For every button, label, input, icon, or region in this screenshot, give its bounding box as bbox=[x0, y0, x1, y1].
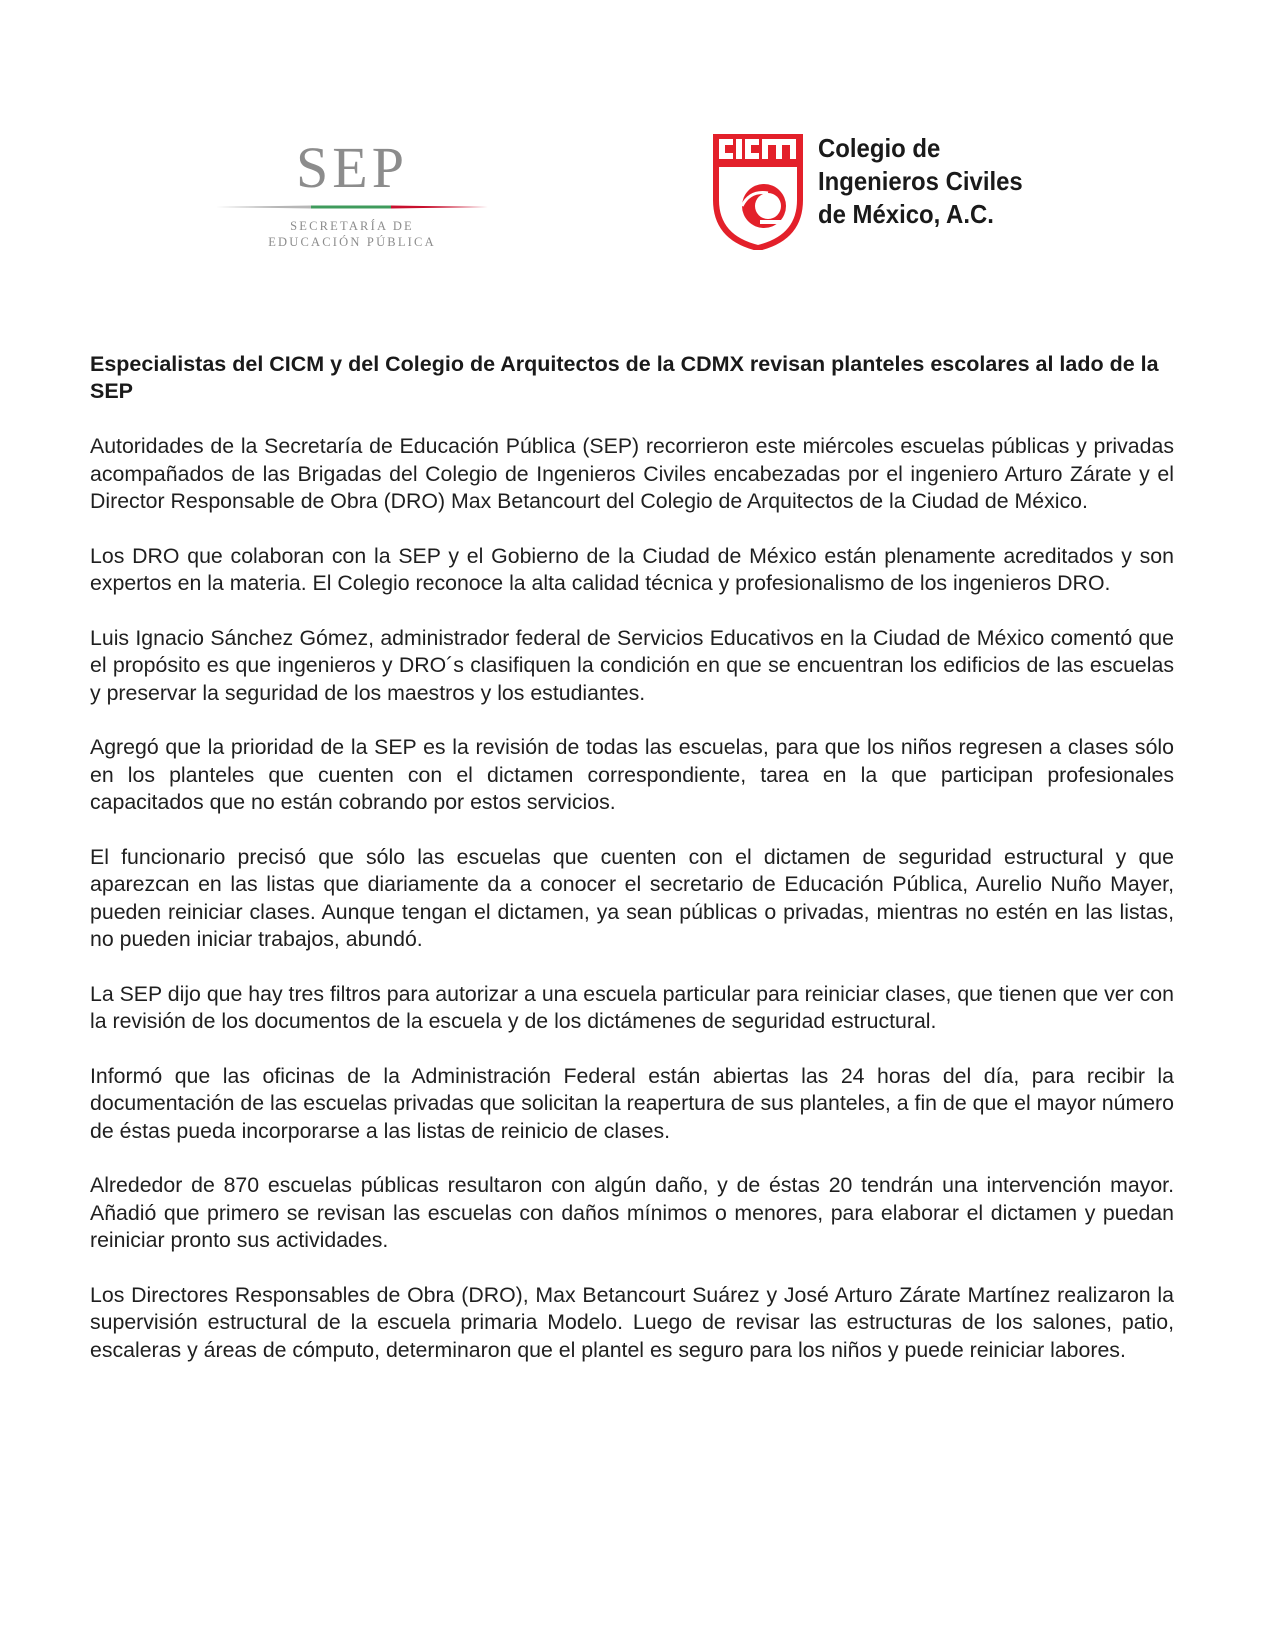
sep-logo-subtitle-line1: SECRETARÍA DE bbox=[290, 219, 414, 233]
sep-logo-subtitle-line2: EDUCACIÓN PÚBLICA bbox=[268, 235, 436, 249]
article-paragraph-5: El funcionario precisó que sólo las escuelas que cuenten con el dictamen de seguridad estructural y que aparezcan en las listas que diariamente da a conocer el secretario de Educación Pública, Aurelio Nuño Mayer, pueden reiniciar clases. Aunque tengan el dictamen, ya sean públicas o privadas, mientras no estén en las listas, no pueden iniciar trabajos, abundó. bbox=[90, 844, 1174, 951]
article-paragraph-1: Autoridades de la Secretaría de Educación Pública (SEP) recorrieron este miércoles escuelas públicas y privadas acompañados de las Brigadas del Colegio de Ingenieros Civiles encabezadas por el ingeniero Arturo Zárate y el Director Responsable de Obra (DRO) Max Betancourt del Colegio de Arquitectos de la Ciudad de México. bbox=[90, 434, 1174, 513]
article-body bbox=[90, 433, 1174, 1391]
article-paragraph-3: Luis Ignacio Sánchez Gómez, administrador federal de Servicios Educativos en la Ciudad de México comentó que el propósito es que ingenieros y DRO´s clasifiquen la condición en que se encuentran los edificios de las escuelas y preservar la seguridad de los maestros y los estudiantes. bbox=[90, 625, 1174, 705]
sep-logo-tricolor-rule bbox=[216, 204, 488, 210]
article-paragraph-9: Los Directores Responsables de Obra (DRO), Max Betancourt Suárez y José Arturo Zárate Martínez realizaron la supervisión estructural de la escuela primaria Modelo. Luego de revisar las estructuras de los salones, patio, escaleras y áreas de cómputo, determinaron que el plantel es seguro para los niños y puede reiniciar labores. bbox=[90, 1282, 1174, 1362]
cicm-logo-text bbox=[818, 132, 1057, 231]
article-paragraph-4: Agregó que la prioridad de la SEP es la revisión de todas las escuelas, para que los niños regresen a clases sólo en los planteles que cuenten con el dictamen correspondiente, tarea en la que participan profesionales capacitados que no están cobrando por estos servicios. bbox=[90, 735, 1174, 814]
article-paragraph-2: Los DRO que colaboran con la SEP y el Gobierno de la Ciudad de México están plenamente acreditados y son expertos en la materia. El Colegio reconoce la alta calidad técnica y profesionalismo de los ingenieros DRO. bbox=[90, 543, 1174, 595]
sep-logo bbox=[212, 135, 492, 258]
article-paragraph-7: Informó que las oficinas de la Administración Federal están abiertas las 24 horas del día, para recibir la documentación de las escuelas privadas que solicitan la reapertura de sus planteles, a fin de que el mayor número de éstas pueda incorporarse a las listas de reinicio de clases. bbox=[90, 1063, 1174, 1143]
cicm-logo-line3: de México, A.C. bbox=[818, 199, 994, 229]
cicm-logo-emblem bbox=[710, 130, 806, 250]
article-headline: Especialistas del CICM y del Colegio de Arquitectos de la CDMX revisan planteles escolares al lado de la SEP bbox=[90, 352, 1159, 403]
article-paragraph-8: Alrededor de 870 escuelas públicas resultaron con algún daño, y de éstas 20 tendrán una intervención mayor. Añadió que primero se revisan las escuelas con daños mínimos o menores, para elaborar el dictamen y puedan reiniciar pronto sus actividades. bbox=[90, 1173, 1174, 1252]
sep-logo-wordmark: SEP bbox=[296, 135, 408, 200]
article-paragraph-6: La SEP dijo que hay tres filtros para autorizar a una escuela particular para reiniciar clases, que tienen que ver con la revisión de los documentos de la escuela y de los dictámenes de seguridad estructural. bbox=[90, 981, 1174, 1033]
cicm-logo-line2: Ingenieros Civiles bbox=[818, 166, 1023, 196]
cicm-logo-line1: Colegio de bbox=[818, 133, 941, 163]
sep-logo-subtitle bbox=[212, 218, 492, 250]
